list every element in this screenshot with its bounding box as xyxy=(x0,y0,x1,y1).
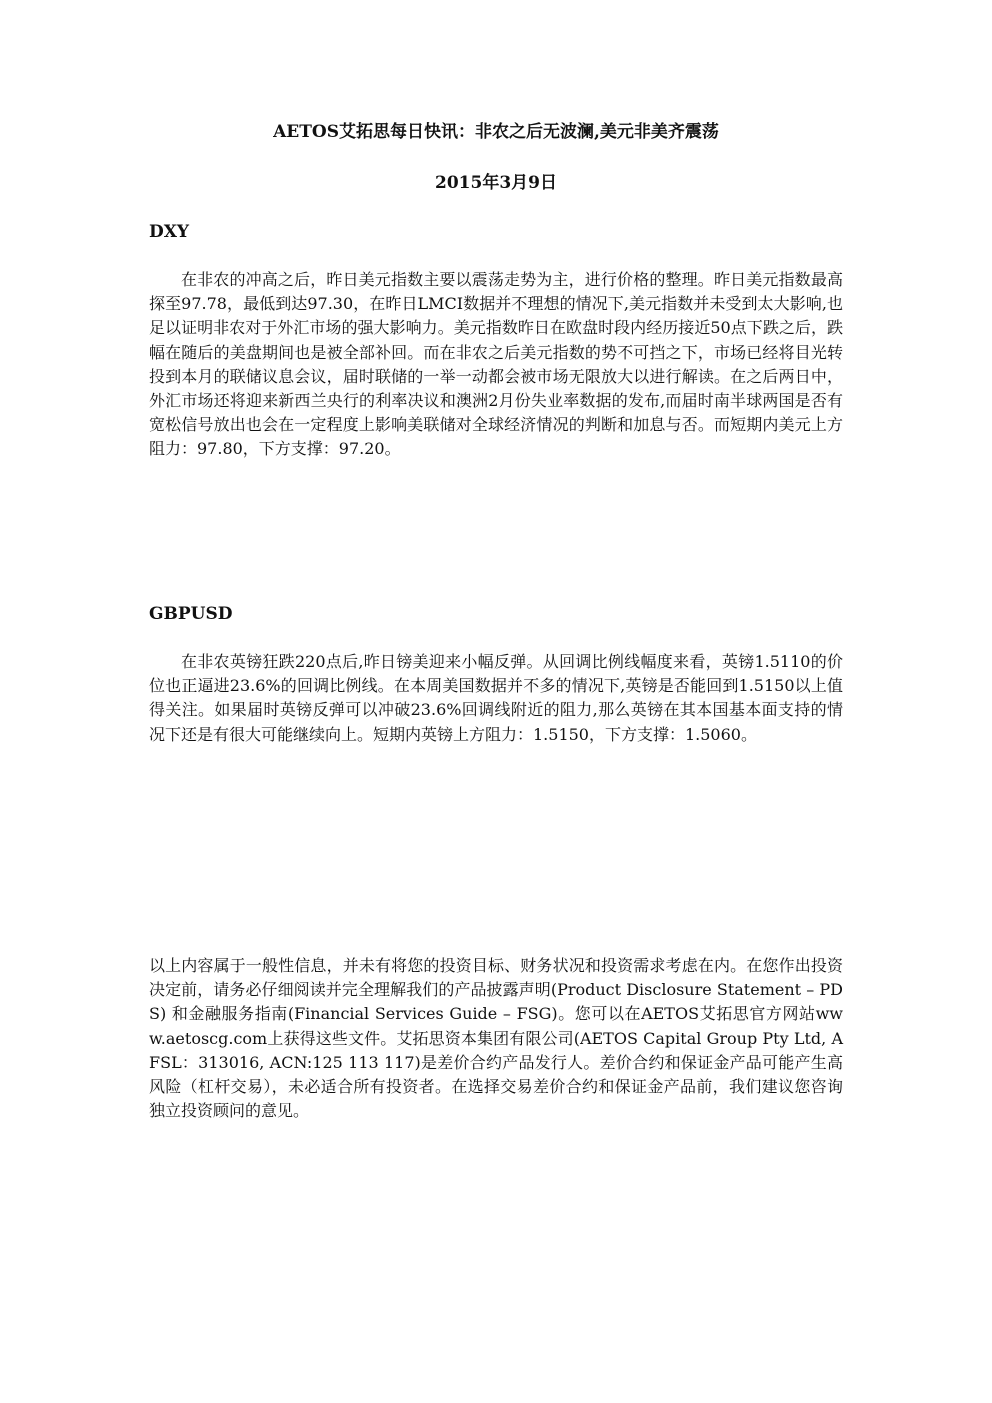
disclaimer-text: 以上内容属于一般性信息，并未有将您的投资目标、财务状况和投资需求考虑在内。在您作出投资决定前，请务必仔细阅读并完全理解我们的产品披露声明(Product Disclosure Statement – PDS) 和金融服务指南(Financial Services Guide – FSG)。您可以在AETOS艾拓思官方网站www.aetoscg.com上获得这些文件。艾拓思资本集团有限公司(AETOS Capital Group Pty Ltd, AFSL：313016, ACN:125 113 117)是差价合约产品发行人。差价合约和保证金产品可能产生高风险（杠杆交易），未必适合所有投资者。在选择交易差价合约和保证金产品前，我们建议您咨询独立投资顾问的意见。 xyxy=(149,956,843,1121)
section-body-gbpusd: 在非农英镑狂跌220点后,昨日镑美迎来小幅反弹。从回调比例线幅度来看，英镑1.5110的价位也正逼进23.6%的回调比例线。在本周美国数据并不多的情况下,英镑是否能回到1.5150以上值得关注。如果届时英镑反弹可以冲破23.6%回调线附近的阻力,那么英镑在其本国基本面支持的情况下还是有很大可能继续向上。短期内英镑上方阻力：1.5150，下方支撑：1.5060。 xyxy=(149,652,843,744)
document-date: 2015年3月9日 xyxy=(435,173,557,193)
section-heading-dxy: DXY xyxy=(149,222,190,242)
document-title: AETOS艾拓思每日快讯：非农之后无波澜,美元非美齐震荡 xyxy=(273,122,719,142)
section-body-dxy: 在非农的冲高之后，昨日美元指数主要以震荡走势为主，进行价格的整理。昨日美元指数最高探至97.78，最低到达97.30，在昨日LMCI数据并不理想的情况下,美元指数并未受到太大影响,也足以证明非农对于外汇市场的强大影响力。美元指数昨日在欧盘时段内经历接近50点下跌之后，跌幅在随后的美盘期间也是被全部补回。而在非农之后美元指数的势不可挡之下，市场已经将目光转投到本月的联储议息会议，届时联储的一举一动都会被市场无限放大以进行解读。在之后两日中，外汇市场还将迎来新西兰央行的利率决议和澳洲2月份失业率数据的发布,而届时南半球两国是否有宽松信号放出也会在一定程度上影响美联储对全球经济情况的判断和加息与否。而短期内美元上方阻力：97.80，下方支撑：97.20。 xyxy=(149,270,843,459)
section-heading-gbpusd: GBPUSD xyxy=(149,604,233,624)
